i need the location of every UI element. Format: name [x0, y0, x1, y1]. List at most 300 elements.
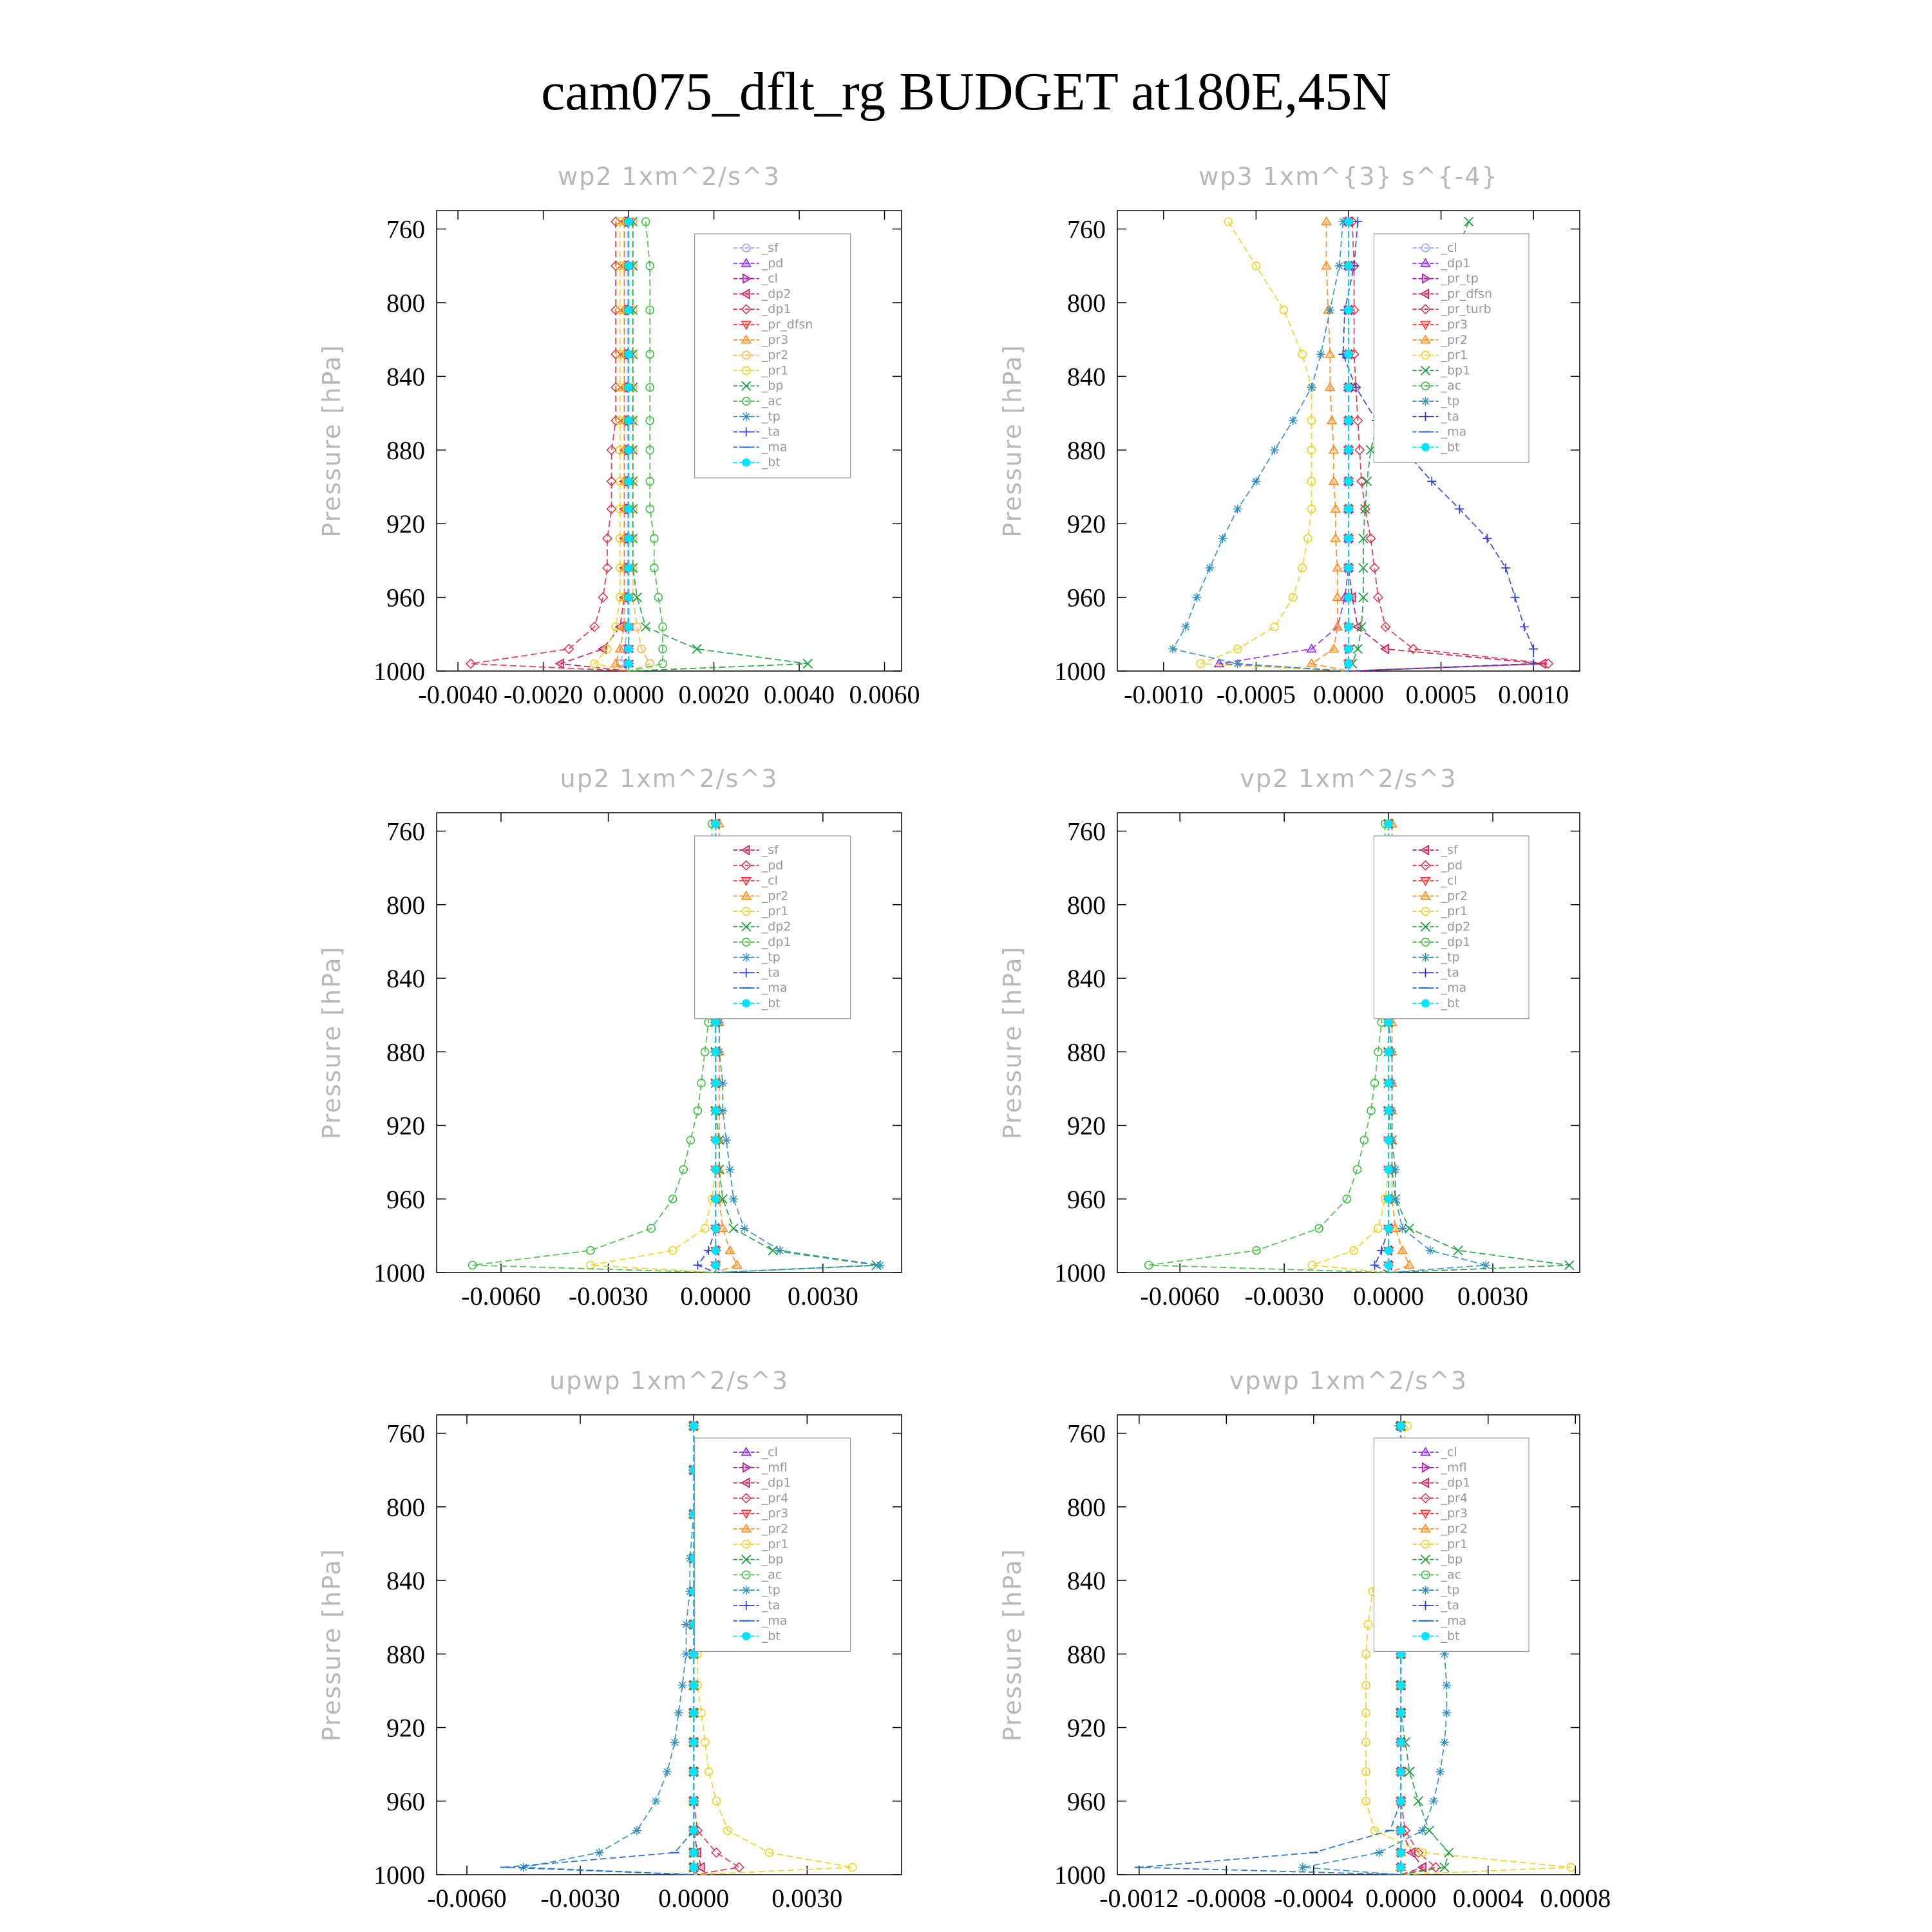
legend-entry: _tp [761, 409, 781, 424]
data-point-bt [625, 594, 632, 601]
data-point-tp [651, 1797, 660, 1806]
x-tick-label: 0.0000 [1365, 1884, 1437, 1913]
data-point-bt [712, 1195, 719, 1203]
panel-5 [317, 1367, 902, 1913]
legend-entry: _ma [1441, 1613, 1467, 1628]
data-point-bt [1345, 535, 1352, 542]
data-point-pr2 [1333, 564, 1342, 571]
data-point-pr2 [1333, 593, 1342, 601]
data-point-tp [1233, 659, 1242, 668]
legend-entry: _ta [761, 965, 781, 980]
data-point-bt [1345, 306, 1352, 314]
series-bt [625, 218, 632, 671]
data-point-pr1 [1374, 1224, 1382, 1232]
data-point-bp [641, 622, 650, 631]
data-point-pr-dfsn [1353, 622, 1361, 631]
data-point-bt [1345, 477, 1352, 485]
data-point-bt [1345, 564, 1352, 572]
data-point-bt [1345, 446, 1352, 454]
panel-title: wp3 1xm^{3} s^{-4} [1198, 162, 1499, 191]
legend-entry: _dp1 [1441, 256, 1471, 270]
legend-entry: _tp [761, 1583, 781, 1598]
legend-entry: _pr1 [1441, 904, 1468, 919]
y-axis-label: Pressure [hPa] [317, 1548, 346, 1742]
data-point-bt [625, 660, 632, 668]
y-tick-label: 1000 [1054, 657, 1106, 686]
legend-marker [743, 1633, 750, 1640]
data-point-bt [1397, 1864, 1405, 1871]
data-point-tp [1168, 645, 1177, 654]
legend [695, 234, 851, 478]
legend-entry: _pd [761, 858, 784, 873]
legend-entry: _bp [761, 379, 784, 393]
legend-entry: _tp [1441, 394, 1460, 408]
legend-entry: _pr3 [1441, 1506, 1468, 1521]
legend-entry: _pr2 [761, 1522, 789, 1536]
y-tick-label: 1000 [374, 657, 425, 686]
y-tick-label: 800 [386, 289, 425, 317]
y-tick-label: 760 [1067, 817, 1106, 846]
data-point-bt [625, 218, 632, 225]
legend-entry: _cl [1441, 873, 1457, 888]
legend-entry: _pr1 [1441, 348, 1468, 363]
series-line-dp1 [471, 222, 629, 671]
series-dp1 [469, 820, 716, 1273]
data-point-tp [1181, 622, 1190, 631]
series-line-dp1 [473, 824, 716, 1273]
data-point-pr1 [1224, 218, 1232, 225]
data-point-tp [1442, 1709, 1451, 1718]
legend-entry: _dp1 [761, 934, 791, 949]
data-point-tp [678, 1681, 687, 1690]
legend-entry: _bt [1441, 1629, 1460, 1643]
data-point-bt [1385, 820, 1392, 828]
legend-marker [1421, 999, 1429, 1007]
panel-title: up2 1xm^2/s^3 [560, 764, 779, 793]
y-tick-label: 960 [1067, 583, 1106, 612]
data-point-bt [625, 350, 632, 358]
panel-4 [998, 764, 1580, 1311]
panel-title: wp2 1xm^2/s^3 [558, 162, 781, 191]
data-point-bt [690, 1797, 697, 1805]
series-pr1 [1197, 218, 1349, 671]
legend-entry: _cl [1441, 1445, 1457, 1459]
data-point-bt [1397, 1768, 1405, 1776]
y-tick-label: 800 [1067, 890, 1106, 920]
y-tick-label: 1000 [374, 1258, 425, 1287]
legend-marker [743, 459, 750, 466]
panel-title: vpwp 1xm^2/s^3 [1229, 1367, 1468, 1395]
y-tick-label: 960 [1067, 1184, 1106, 1214]
legend-entry: _pr2 [1441, 1522, 1468, 1536]
data-point-pr2 [1329, 477, 1338, 484]
data-point-pr2 [1327, 416, 1336, 424]
y-tick-label: 920 [386, 1111, 425, 1141]
y-axis-label: Pressure [hPa] [998, 1548, 1027, 1742]
panel-6 [998, 1367, 1611, 1913]
data-point-bt [712, 1247, 719, 1255]
data-point-dp1 [687, 1136, 694, 1144]
legend-entry: _ta [1441, 965, 1460, 980]
series-tp [1168, 217, 1349, 671]
data-point-bt [712, 1224, 719, 1232]
legend-entry: _pd [761, 256, 784, 270]
y-tick-label: 960 [1067, 1786, 1106, 1816]
data-point-tp [1481, 1261, 1490, 1270]
data-point-tp [1442, 1681, 1451, 1690]
x-tick-label: 0.0000 [593, 680, 665, 709]
legend-entry: _bt [1441, 996, 1460, 1010]
data-point-tp [740, 1224, 749, 1233]
series-line-tp [1173, 222, 1349, 671]
x-tick-label: 0.0010 [1498, 680, 1569, 709]
y-tick-label: 800 [386, 1492, 425, 1522]
y-tick-label: 880 [386, 435, 425, 465]
y-tick-label: 760 [1067, 214, 1106, 244]
data-point-pr2 [1331, 534, 1340, 542]
y-tick-label: 840 [1067, 362, 1106, 392]
legend-entry: _bt [761, 455, 781, 470]
legend-marker [742, 953, 751, 962]
legend-entry: _cl [1441, 241, 1457, 255]
legend-entry: _bp [1441, 1552, 1463, 1567]
x-tick-label: -0.0010 [1124, 680, 1204, 709]
y-tick-label: 880 [386, 1037, 425, 1067]
y-tick-label: 760 [386, 1419, 425, 1448]
legend-entry: _dp2 [761, 920, 791, 934]
y-tick-label: 880 [386, 1640, 425, 1669]
legend-entry: _ta [1441, 1598, 1460, 1613]
legend-entry: _cl [761, 271, 778, 286]
legend-entry: _dp1 [1441, 934, 1471, 949]
panel-title: upwp 1xm^2/s^3 [549, 1367, 789, 1395]
y-tick-label: 920 [1067, 509, 1106, 539]
data-point-bt [1345, 645, 1352, 653]
data-point-bt [1385, 1019, 1392, 1027]
x-tick-label: -0.0004 [1274, 1884, 1354, 1913]
legend-entry: _tp [1441, 1583, 1460, 1598]
data-point-bt [712, 1019, 719, 1027]
data-point-tp [1218, 534, 1227, 543]
legend-entry: _tp [761, 950, 781, 965]
x-tick-label: 0.0020 [678, 680, 750, 709]
y-tick-label: 800 [1067, 1492, 1106, 1522]
legend-entry: _ma [761, 981, 788, 996]
legend-entry: _pr4 [761, 1491, 789, 1506]
data-point-bt [625, 505, 632, 513]
y-tick-label: 840 [386, 964, 425, 994]
x-tick-label: -0.0030 [1244, 1282, 1324, 1311]
data-point-pr2 [1398, 1246, 1407, 1254]
legend-entry: _ta [761, 1598, 781, 1613]
data-point-ta [1510, 593, 1519, 602]
y-tick-label: 960 [386, 1184, 425, 1214]
legend-entry: _dp2 [761, 287, 791, 301]
y-tick-label: 1000 [374, 1861, 425, 1889]
y-tick-label: 920 [386, 1713, 425, 1743]
series-line-dp1 [1219, 222, 1349, 671]
legend [695, 836, 851, 1019]
legend-entry: _tp [1441, 950, 1460, 965]
data-point-tp [1316, 350, 1325, 359]
data-point-bt [625, 645, 632, 653]
legend-entry: _ta [761, 424, 781, 439]
data-point-bt [690, 1864, 697, 1871]
y-tick-label: 880 [1067, 1640, 1106, 1669]
data-point-bt [1397, 1738, 1405, 1746]
legend-entry: _cl [761, 873, 778, 888]
legend-entry: _pr3 [761, 1506, 789, 1521]
data-point-bp1 [1464, 217, 1473, 226]
legend-entry: _ac [761, 1567, 782, 1582]
y-tick-label: 1000 [1054, 1861, 1106, 1889]
data-point-tp [722, 1135, 731, 1144]
data-point-bt [712, 1079, 719, 1087]
legend-entry: _pr_tp [1441, 271, 1479, 286]
data-point-pr2 [1325, 383, 1334, 391]
legend-marker [1421, 1586, 1430, 1595]
data-point-bt [625, 535, 632, 542]
data-point-bt [1345, 623, 1352, 630]
legend-entry: _bt [1441, 440, 1460, 455]
legend-entry: _ma [1441, 981, 1467, 996]
data-point-bt [625, 384, 632, 392]
data-point-tp [1374, 1848, 1383, 1857]
data-point-tp [1440, 1738, 1449, 1747]
data-point-bt [690, 1709, 697, 1717]
data-point-bt [1385, 1136, 1392, 1144]
data-point-pr2 [1325, 350, 1334, 357]
x-tick-label: 0.0000 [680, 1282, 752, 1311]
figure-title: cam075_dflt_rg BUDGET at180E,45N [541, 62, 1391, 122]
legend-marker [742, 412, 751, 421]
legend-entry: _bt [761, 1629, 781, 1643]
x-tick-label: -0.0008 [1186, 1884, 1267, 1913]
legend-marker [743, 999, 750, 1007]
legend-marker [1421, 443, 1429, 451]
data-point-bt [1385, 1107, 1392, 1115]
data-point-pr1 [1271, 623, 1278, 630]
data-point-bt [1397, 1681, 1405, 1689]
series-pr2 [1307, 217, 1349, 671]
legend-entry: _ac [1441, 379, 1462, 393]
legend-entry: _sf [761, 241, 779, 255]
series-dp1 [466, 217, 629, 671]
data-point-bt [712, 1048, 719, 1056]
legend-marker [742, 1586, 751, 1595]
legend-entry: _bp1 [1441, 363, 1471, 378]
y-tick-label: 840 [1067, 964, 1106, 994]
legend-entry: _ac [761, 394, 782, 408]
data-point-bt [1345, 660, 1352, 668]
data-point-ta [693, 1261, 702, 1270]
x-tick-label: 0.0000 [658, 1884, 730, 1913]
data-point-tp [632, 1826, 641, 1835]
series-ac [629, 218, 667, 671]
legend-marker [1421, 397, 1430, 406]
legend [695, 1438, 851, 1651]
legend-entry: _pd [1441, 858, 1463, 873]
y-tick-label: 920 [1067, 1713, 1106, 1743]
series-line-ma [505, 1426, 694, 1875]
data-point-bt [1385, 1195, 1392, 1203]
data-point-bt [1345, 384, 1352, 392]
data-point-bt [625, 417, 632, 424]
data-point-ta [1353, 217, 1362, 226]
data-point-bt [1385, 1247, 1392, 1255]
data-point-bt [625, 564, 632, 572]
legend-entry: _pr2 [761, 889, 789, 904]
data-point-bt [1385, 1079, 1392, 1087]
data-point-pr2 [1331, 504, 1340, 512]
y-tick-label: 760 [386, 817, 425, 846]
data-point-bt [625, 306, 632, 314]
x-tick-label: -0.0012 [1099, 1884, 1179, 1913]
data-point-pr2 [725, 1246, 734, 1254]
y-tick-label: 840 [386, 362, 425, 392]
legend-entry: _ac [1441, 1567, 1462, 1582]
x-tick-label: 0.0040 [764, 680, 835, 709]
legend-entry: _pr1 [761, 904, 789, 919]
data-point-bt [1397, 1826, 1405, 1834]
data-point-bt [690, 1738, 697, 1746]
data-point-tp [775, 1246, 784, 1255]
legend [1374, 836, 1529, 1019]
y-tick-label: 960 [386, 583, 425, 612]
legend-entry: _cl [761, 1445, 778, 1459]
series-dp1 [1215, 217, 1353, 671]
data-point-bt [1345, 262, 1352, 270]
y-tick-label: 800 [1067, 289, 1106, 317]
y-tick-label: 880 [1067, 1037, 1106, 1067]
data-point-dp2 [729, 1224, 738, 1233]
data-point-bt [690, 1681, 697, 1689]
data-point-bt [625, 477, 632, 485]
data-point-bt [1385, 1048, 1392, 1056]
x-tick-label: -0.0060 [427, 1884, 507, 1913]
legend-entry: _ta [1441, 409, 1460, 424]
y-tick-label: 840 [1067, 1566, 1106, 1596]
data-point-bt [1345, 505, 1352, 513]
y-tick-label: 880 [1067, 435, 1106, 465]
x-tick-label: 0.0000 [1353, 1282, 1425, 1311]
x-tick-label: 0.0030 [772, 1884, 843, 1913]
data-point-bt [712, 1262, 719, 1269]
x-tick-label: -0.0020 [503, 680, 583, 709]
series-dp1 [1145, 820, 1389, 1273]
data-point-tp [1192, 593, 1201, 602]
legend-entry: _ma [761, 1613, 788, 1628]
data-point-bp [1414, 1797, 1423, 1806]
data-point-tp [1418, 1826, 1427, 1835]
legend [1374, 1438, 1529, 1651]
panel-3 [317, 764, 902, 1311]
data-point-tp [1325, 305, 1334, 314]
data-point-tp [1233, 504, 1242, 513]
data-point-tp [1435, 1767, 1444, 1776]
data-point-bt [712, 1136, 719, 1144]
data-point-tp [729, 1195, 738, 1204]
data-point-ta [1520, 622, 1529, 631]
data-point-bt [1345, 417, 1352, 424]
y-tick-label: 840 [386, 1566, 425, 1596]
series-pr-tp [1345, 217, 1353, 671]
data-point-pr1 [1280, 306, 1287, 314]
y-tick-label: 760 [1067, 1419, 1106, 1448]
data-point-tp [1429, 1797, 1438, 1806]
data-point-bt [625, 623, 632, 630]
data-point-pr2 [1329, 446, 1338, 453]
data-point-dp2 [556, 659, 564, 668]
x-tick-label: 0.0030 [1457, 1282, 1529, 1311]
data-point-tp [1307, 383, 1316, 392]
data-point-pr2 [1329, 645, 1338, 652]
y-tick-label: 920 [386, 509, 425, 539]
data-point-pr2 [1307, 659, 1316, 667]
data-point-pr2 [733, 1261, 742, 1269]
data-point-ta [1370, 1261, 1379, 1270]
data-point-bt [712, 1166, 719, 1173]
series-line-ma [1139, 1426, 1401, 1875]
legend-entry: _pr1 [761, 1537, 789, 1551]
data-point-ta [1529, 659, 1538, 668]
data-point-pr1 [1298, 350, 1306, 358]
data-point-tp [670, 1738, 679, 1747]
data-point-tp [1426, 1246, 1435, 1255]
y-axis-label: Pressure [hPa] [317, 344, 346, 538]
legend-entry: _bp [761, 1552, 784, 1567]
x-tick-label: -0.0040 [418, 680, 498, 709]
y-tick-label: 1000 [1054, 1258, 1106, 1287]
data-point-bt [1345, 350, 1352, 358]
panel-1 [317, 162, 920, 709]
legend-entry: _ma [761, 440, 788, 455]
x-tick-label: -0.0005 [1216, 680, 1296, 709]
legend-entry: _pr3 [761, 332, 789, 347]
x-tick-label: -0.0030 [540, 1884, 620, 1913]
legend-entry: _pr1 [761, 363, 789, 378]
x-tick-label: -0.0060 [1140, 1282, 1220, 1311]
data-point-tp [674, 1709, 683, 1718]
data-point-pr2 [1405, 1261, 1414, 1269]
x-tick-label: 0.0000 [1313, 680, 1384, 709]
legend-entry: _dp1 [761, 1475, 791, 1490]
series-ma [500, 1426, 698, 1875]
legend-entry: _mfl [761, 1460, 788, 1475]
x-tick-label: 0.0005 [1405, 680, 1477, 709]
x-tick-label: 0.0060 [849, 680, 920, 709]
data-point-bt [690, 1826, 697, 1834]
series-line-dp1 [1149, 824, 1389, 1273]
legend-entry: _pr2 [761, 348, 789, 363]
data-point-pr2 [1322, 217, 1331, 225]
legend-entry: _pr4 [1441, 1491, 1468, 1506]
y-axis-label: Pressure [hPa] [998, 344, 1027, 538]
data-point-bt [1345, 218, 1352, 225]
x-tick-label: -0.0030 [568, 1282, 649, 1311]
legend-entry: _pr_dfsn [1441, 287, 1493, 301]
data-point-bt [1385, 1224, 1392, 1232]
series-tp [519, 1421, 698, 1875]
y-tick-label: 920 [1067, 1111, 1106, 1141]
data-point-bt [690, 1422, 697, 1430]
data-point-ta [1482, 534, 1492, 543]
data-point-bt [690, 1849, 697, 1857]
data-point-tp [1398, 1224, 1407, 1233]
data-point-tp [663, 1767, 672, 1776]
data-point-tp [876, 1261, 885, 1270]
x-tick-label: -0.0060 [461, 1282, 541, 1311]
